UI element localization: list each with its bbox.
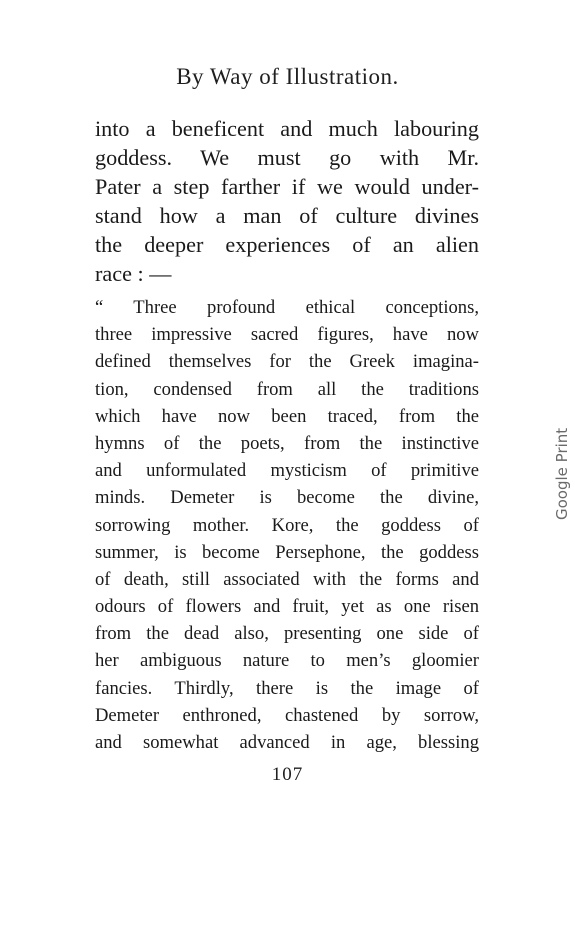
block-quote: [95, 294, 479, 756]
quote-line: defined themselves for the Greek imagina-: [95, 351, 479, 373]
quote-line: which have now been traced, from the: [95, 405, 479, 427]
running-head: By Way of Illustration.: [176, 64, 399, 89]
quote-line: and unformulated mysticism of primitive: [95, 460, 479, 482]
text-line: into a beneficent and much labouring: [95, 116, 479, 141]
quote-line: sorrowing mother. Kore, the goddess of: [95, 514, 479, 536]
text-line: race : —: [95, 261, 172, 286]
quote-line: tion, condensed from all the traditions: [95, 378, 479, 400]
quote-line: summer, is become Persephone, the goddess: [95, 541, 479, 563]
text-line: goddess. We must go with Mr.: [95, 145, 479, 170]
quote-line: and somewhat advanced in age, blessing: [95, 732, 479, 753]
quote-line: odours of flowers and fruit, yet as one risen: [95, 596, 479, 618]
text-line: Pater a step farther if we would under-: [95, 174, 479, 199]
quote-line: “ Three profound ethical conceptions,: [95, 297, 479, 318]
quote-line: minds. Demeter is become the divine,: [95, 487, 479, 509]
page-number: 107: [271, 764, 304, 785]
text-line: the deeper experiences of an alien: [95, 232, 479, 257]
text-line: stand how a man of culture divines: [95, 203, 479, 228]
intro-paragraph: [95, 114, 479, 288]
quote-line: hymns of the poets, from the instinctive: [95, 432, 479, 454]
quote-line: of death, still associated with the forms and: [95, 568, 479, 590]
quote-line: from the dead also, presenting one side of: [95, 623, 479, 645]
quote-line: three impressive sacred figures, have now: [95, 324, 479, 346]
google-print-watermark: Google Print: [553, 427, 571, 520]
quote-line: her ambiguous nature to men’s gloomier: [95, 650, 479, 672]
quote-line: Demeter enthroned, chastened by sorrow,: [95, 704, 479, 726]
quote-line: fancies. Thirdly, there is the image of: [95, 677, 479, 699]
